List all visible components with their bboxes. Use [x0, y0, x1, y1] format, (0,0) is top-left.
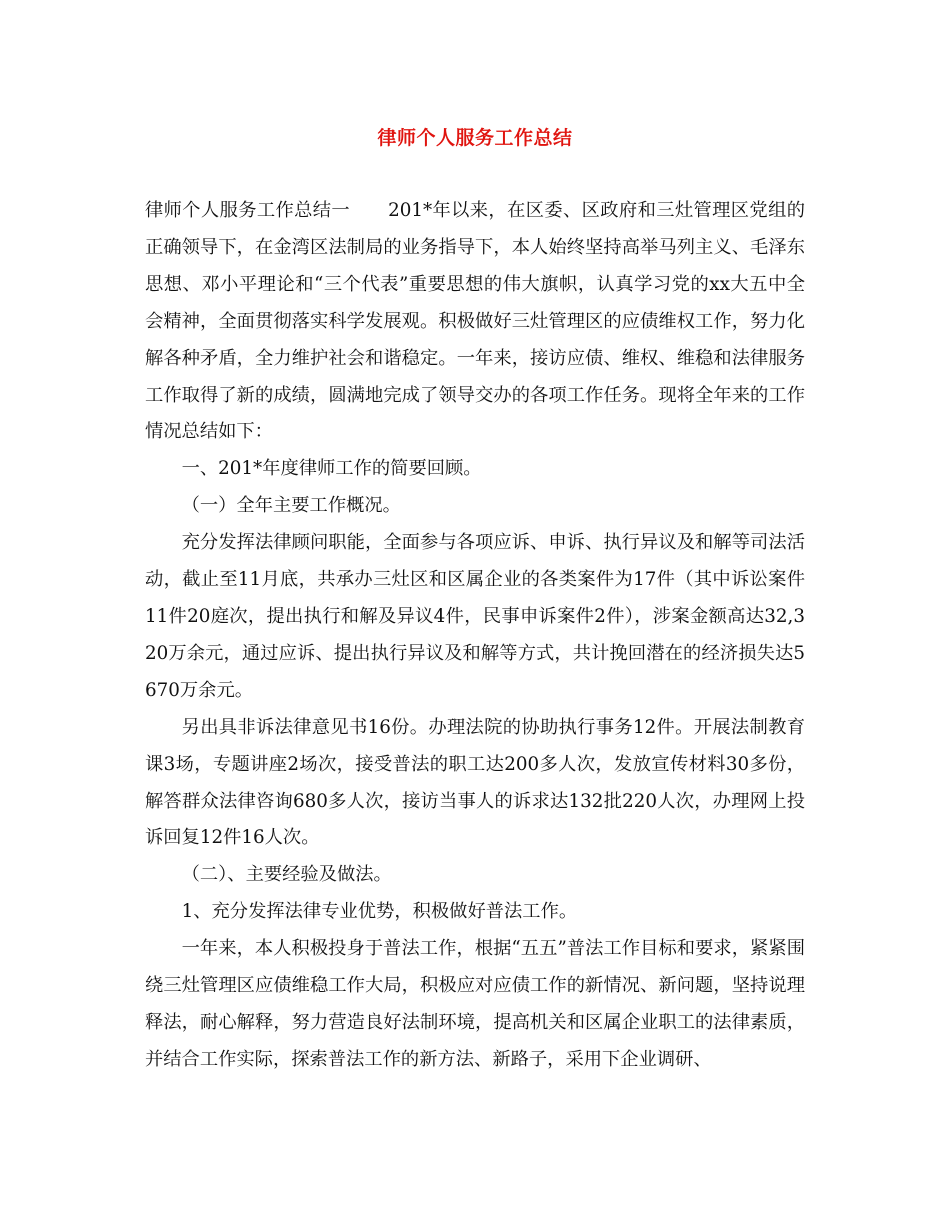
paragraph-intro-text: 201*年以来，在区委、区政府和三灶管理区党组的正确领导下，在金湾区法制局的业务指导下，本人始终坚持高举马列主义、毛泽东思想、邓小平理论和“三个代表”重要思想的伟大旗帜，认真学习党的xx大五中全会精神，全面贯彻落实科学发展观。积极做好三灶管理区的应债维权工作，努力化解各种矛盾，全力维护社会和谐稳定。一年来，接访应债、维权、维稳和法律服务工作取得了新的成绩，圆满地完成了领导交办的各项工作任务。现将全年来的工作情况总结如下： — [145, 200, 806, 443]
paragraph-cases: 充分发挥法律顾问职能，全面参与各项应诉、申诉、执行异议及和解等司法活动，截止至11月底，共承办三灶区和区属企业的各类案件为17件（其中诉讼案件11件20庭次，提出执行和解及异议4件，民事申诉案件2件），涉案金额高达32,320万余元，通过应诉、提出执行异议及和解等方式，共计挽回潜在的经济损失达5670万余元。 — [145, 532, 805, 701]
document-title: 律师个人服务工作总结 — [377, 127, 573, 149]
document-body — [145, 193, 805, 1079]
paragraph-legal-education: 一年来，本人积极投身于普法工作，根据“五五”普法工作目标和要求，紧紧围绕三灶管理区应债维稳工作大局，积极应对应债工作的新情况、新问题，坚持说理释法，耐心解释，努力营造良好法制环境，提高机关和区属企业职工的法律素质，并结合工作实际，探索普法工作的新方法、新路子，采用下企业调研、 — [145, 938, 805, 1070]
heading-experience: （二）、主要经验及做法。 — [181, 864, 392, 886]
section-lead: 律师个人服务工作总结一 — [145, 200, 351, 221]
heading-review: 一、201*年度律师工作的简要回顾。 — [181, 458, 482, 480]
heading-overview: （一）全年主要工作概况。 — [181, 495, 401, 517]
heading-item-1: 1、充分发挥法律专业优势，积极做好普法工作。 — [181, 901, 578, 923]
paragraph-services: 另出具非诉法律意见书16份。办理法院的协助执行事务12件。开展法制教育课3场，专题讲座2场次，接受普法的职工达200多人次，发放宣传材料30多份，解答群众法律咨询680多人次，接访当事人的诉求达132批220人次，办理网上投诉回复12件16人次。 — [145, 716, 805, 849]
paragraph-intro — [145, 193, 805, 451]
